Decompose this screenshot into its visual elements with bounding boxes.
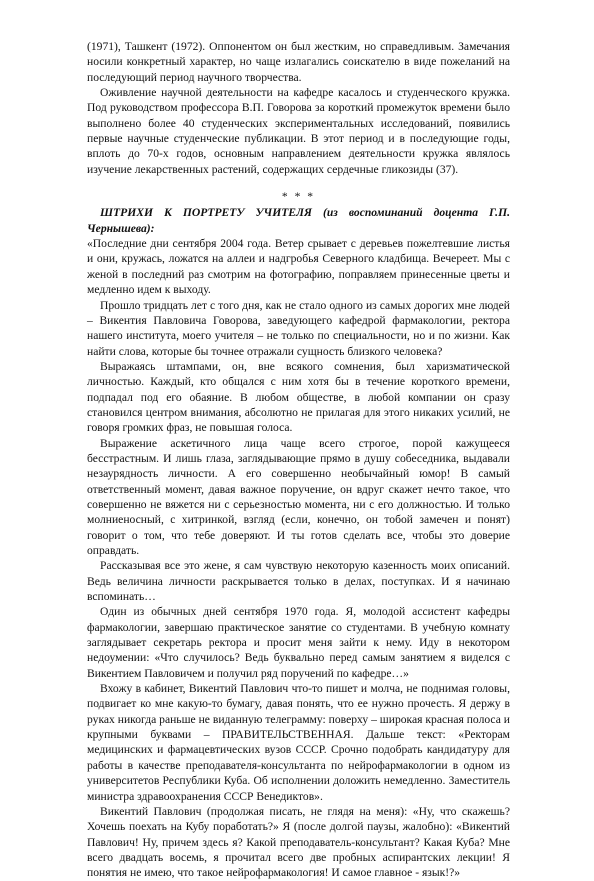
- paragraph-telling-wife: Рассказывая все это жене, я сам чувствую некоторую казенность моих описаний. Ведь величина личности раскрывается только в делах, поступках. И я начинаю вспоминать…: [87, 559, 510, 604]
- paragraph-september-2004: «Последние дни сентября 2004 года. Ветер срывает с деревьев пожелтевшие листья и они, кружась, ложатся на аллеи и надгробья Северного кладбища. Вечереет. Мы с женой в последний раз смотрим на фотографию, поправляем принесенные цветы и медленно идем к выходу.: [87, 237, 510, 297]
- paragraph-thirty-years: Прошло тридцать лет с того дня, как не стало одного из самых дорогих мне людей – Викентия Павловича Говорова, заведующего кафедрой фармакологии, ректора нашего института, моего учителя – не только по специальности, но и по жизни. Как найти слова, которые бы точнее отражали сущность близкого человека?: [87, 298, 510, 358]
- paragraph-cuba-dialogue: Викентий Павлович (продолжая писать, не глядя на меня): «Ну, что скажешь? Хочешь поехать на Кубу поработать?» Я (после долгой паузы, жалобно): «Викентий Павлович! Ну, причем здесь я? Какой преподаватель-консультант? Какая Куба? Мне всего двадцать восемь, я прочитал всего две пробных аспирантских лекции! Я понятия не имею, что такое нейрофармакология! И самое главное - язык!?»: [87, 804, 510, 880]
- section-heading: ШТРИХИ К ПОРТРЕТУ УЧИТЕЛЯ (из воспоминаний доцента Г.П. Чернышева):: [87, 206, 510, 235]
- paragraph-charisma: Выражаясь штампами, он, вне всякого сомнения, был харизматической личностью. Каждый, кто общался с ним хотя бы в течение короткого времени, подпадал под его обаяние. В любом обществе, в любой компании он сразу становился центром внимания, абсолютно не прилагая для этого никаких усилий, не говоря громких фраз, не повышая голоса.: [87, 359, 510, 435]
- paragraph-september-1970: Один из обычных дней сентября 1970 года. Я, молодой ассистент кафедры фармакологии, завершаю практическое занятие со студентами. В учебную комнату заглядывает секретарь ректора и просит меня зайти к нему. Иду в некотором недоумении: «Что случилось? Ведь буквально перед самым занятием я виделся с Викентием Павловичем и получил ряд поручений по кафедре…»: [87, 605, 510, 680]
- paragraph-student-circle: Оживление научной деятельности на кафедре касалось и студенческого кружка. Под руководством профессора В.П. Говорова за короткий промежуток времени было выполнено более 40 студенческих экспериментальных исследований, появились первые научные студенческие публикации. В этот период и в последующие годы, вплоть до 70-х годов, основным направлением деятельности кружка являлось изучение лекарственных растений, содержащих сердечные гликозиды (37).: [87, 86, 510, 176]
- paragraph-humor: Выражение аскетичного лица чаще всего строгое, порой кажущееся бесстрастным. И лишь глаза, заглядывающие прямо в душу собеседника, выдавали незаурядность личности. А его совершенно необычайный юмор! В самый ответственный момент, давая важное поручение, он вдруг скажет нечто такое, что совершенно не вяжется ни с серьезностью момента, ни с его должностью. И только молниеносный, с хитринкой, взгляд (если, конечно, он тобой замечен и понят) говорит о том, что тебе доверяют. И ты готов сделать все, чтобы это доверие оправдать.: [87, 436, 510, 557]
- paragraph-opponent: (1971), Ташкент (1972). Оппонентом он был жестким, но справедливым. Замечания носили конкретный характер, но чаще излагались соискателю в виде пожеланий на последующий период научного творчества.: [87, 40, 510, 84]
- section-separator: * * *: [281, 190, 316, 204]
- paragraph-telegram: Вхожу в кабинет, Викентий Павлович что-то пишет и молча, не поднимая головы, подвигает ко мне какую-то бумагу, давая понять, что ее нужно прочесть. Я держу в руках никогда раньше не виданную телеграмму: поверху – широкая красная полоса и крупными буквами – ПРАВИТЕЛЬСТВЕННАЯ. Дальше текст: «Ректорам медицинских и фармацевтических вузов СССР. Срочно подобрать кандидатуру для работы в качестве преподавателя-консультанта по нейрофармакологии в одном из университетов Республики Куба. Об исполнении доложить немедленно. Заместитель министра здравоохранения СССР Венедиктов».: [87, 682, 510, 803]
- document-page: [87, 39, 510, 881]
